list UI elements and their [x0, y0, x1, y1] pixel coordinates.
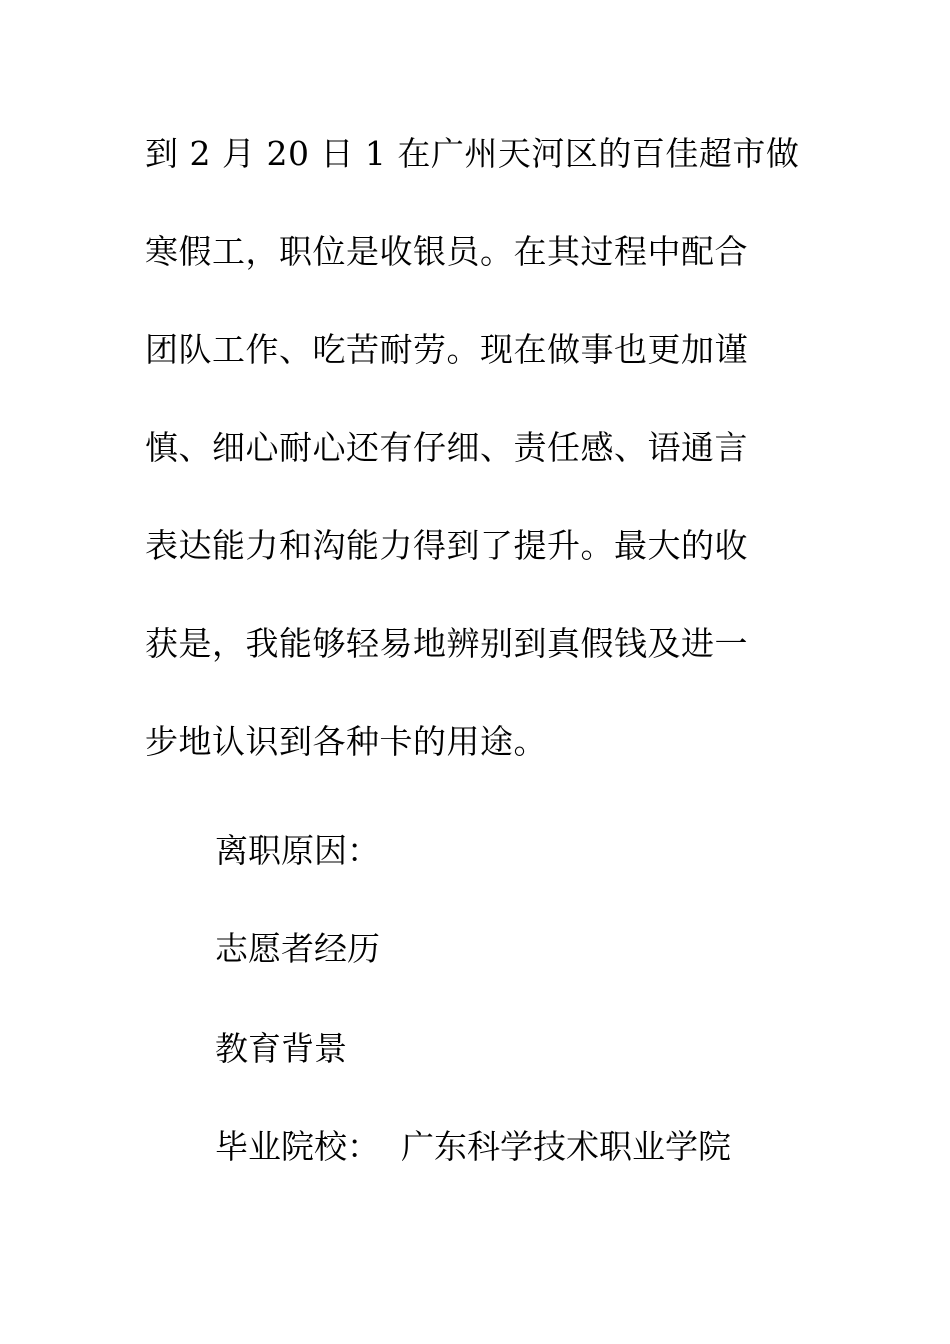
paragraph-line: 寒假工，职位是收银员。在其过程中配合 [145, 232, 748, 271]
education-heading: 教育背景 [215, 1029, 347, 1068]
paragraph-line: 步地认识到各种卡的用途。 [145, 722, 547, 761]
work-experience-paragraph [145, 105, 800, 791]
paragraph-line: 团队工作、吃苦耐劳。现在做事也更加谨 [145, 330, 748, 369]
paragraph-line: 获是，我能够轻易地辨别到真假钱及进一 [145, 624, 748, 663]
volunteer-heading: 志愿者经历 [215, 929, 380, 968]
resign-reason-label: 离职原因： [215, 831, 380, 870]
paragraph-line: 慎、细心耐心还有仔细、责任感、语通言 [145, 428, 748, 467]
paragraph-line: 表达能力和沟能力得到了提升。最大的收 [145, 526, 748, 565]
school-line: 毕业院校： 广东科学技术职业学院 [215, 1127, 731, 1166]
paragraph-line: 到 2 月 20 日 1 在广州天河区的百佳超市做 [145, 134, 800, 173]
